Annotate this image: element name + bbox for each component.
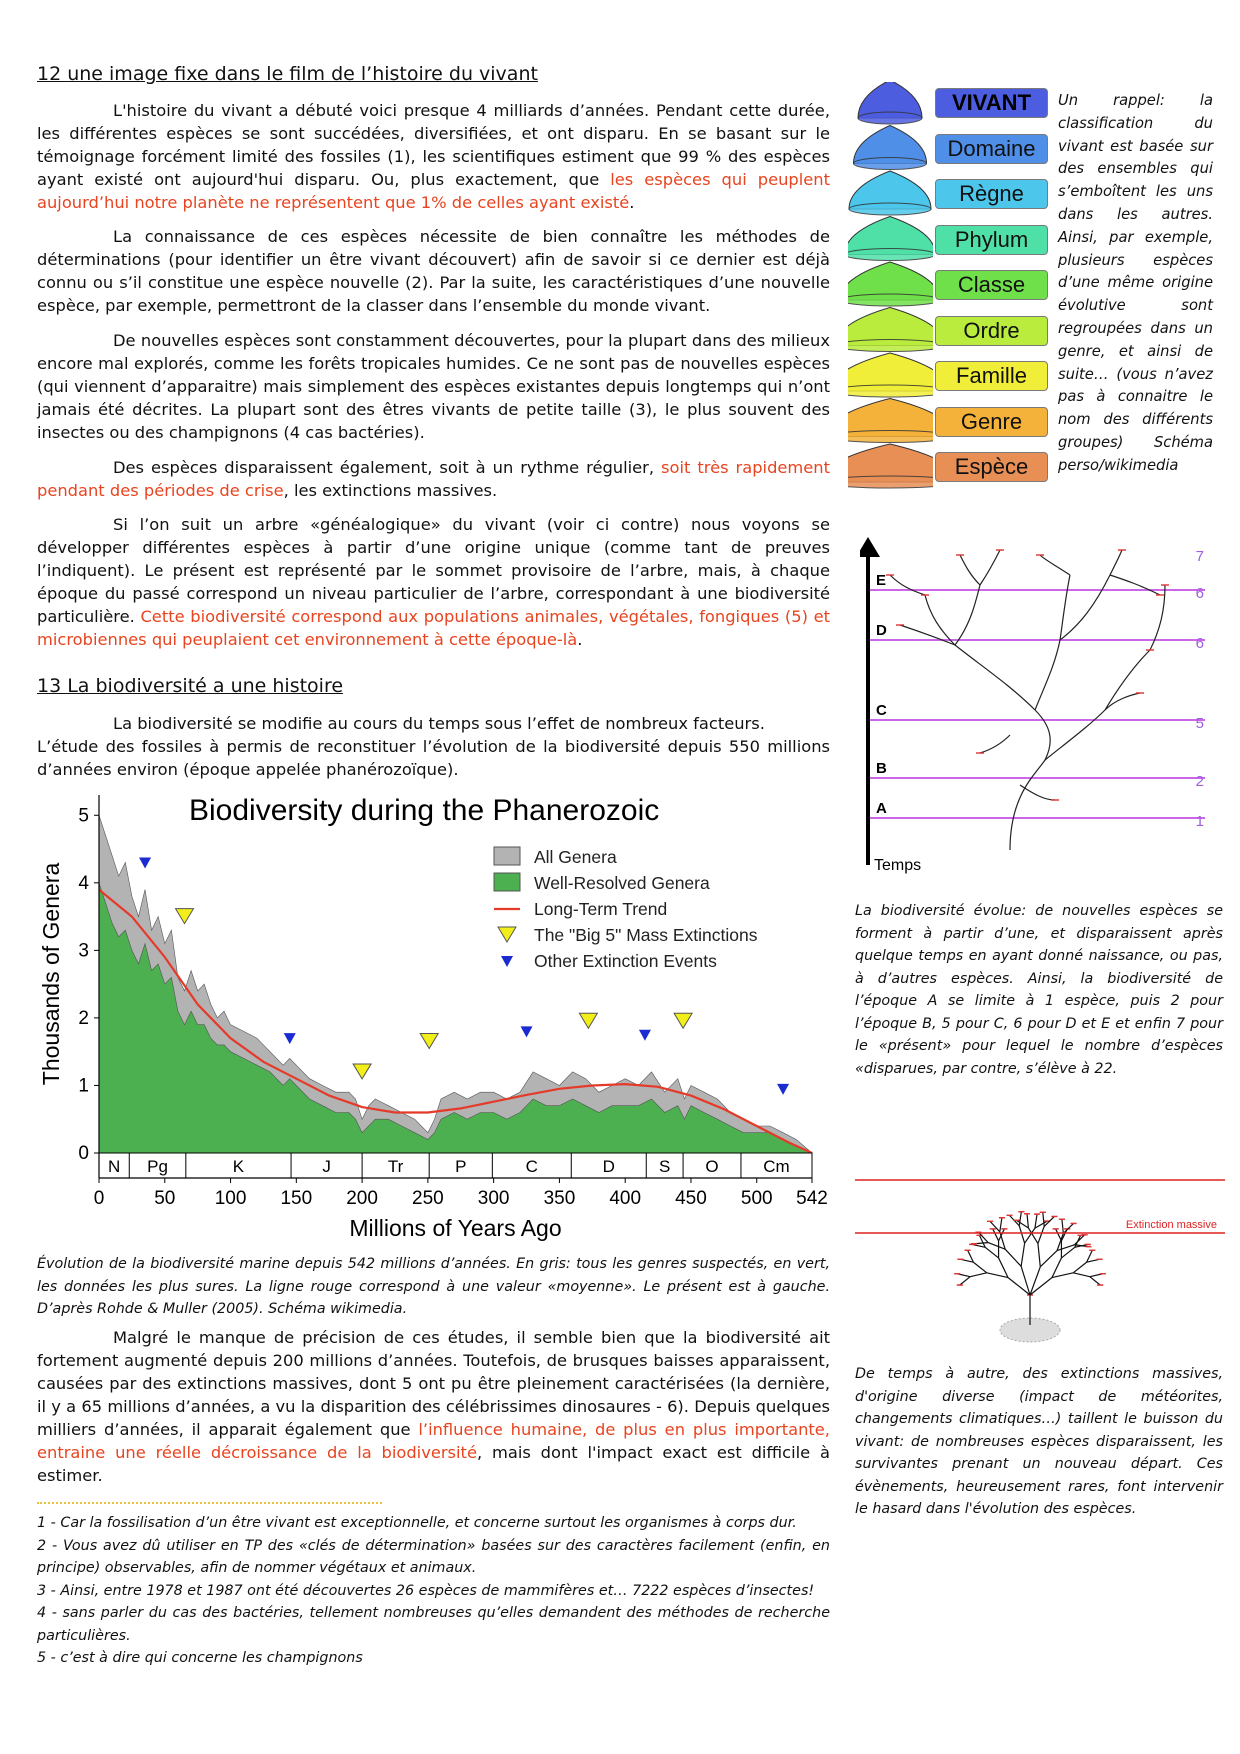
paragraph-text: L’étude des fossiles à permis de reconstituer l’évolution de la biodiversité depuis 550 millions d’années environ (époque appelée phanérozoïque). [37, 737, 830, 779]
bush-branch [1043, 1212, 1044, 1226]
bush-branch [993, 1229, 999, 1241]
classification-level-rim [848, 431, 933, 443]
classification-level-rim [858, 112, 922, 124]
tree-branch [1105, 650, 1150, 710]
x-tick-label: 100 [214, 1188, 247, 1209]
big5-extinction-marker [674, 1013, 692, 1028]
bush-branch [990, 1221, 1000, 1231]
classification-label-domaine: Domaine [935, 134, 1048, 164]
classification-level-rim [854, 158, 927, 170]
tree-branch [1035, 575, 1070, 710]
classification-note: Un rappel: la classification du vivant est basée sur des ensembles qui s’emboîtent les uns dans les autres. Ainsi, par exemple, plusieurs espèces d’une même origine évolutive sont regroupées dans un genre, et ainsi de suite… (vous n’avez pas à connaitre le nom des différents groupes) Schéma perso/wikimedia [1058, 92, 1213, 474]
species-count-label: 2 [1195, 773, 1204, 790]
tree-branch [980, 735, 1010, 753]
era-label: B [876, 760, 887, 777]
classification-label-classe: Classe [935, 270, 1048, 300]
bush-branch [968, 1250, 974, 1262]
big5-extinction-marker [353, 1064, 371, 1079]
x-tick-label: 350 [543, 1188, 576, 1209]
bush-branch [985, 1247, 998, 1258]
paragraph-text: L'histoire du vivant a débuté voici presque 4 milliards d’années. Pendant cette durée, les différentes espèces se sont succédées, diversifiées, et ont disparu. En se basant sur le témoignage forcément limité des fossiles (1), les scientifiques estiment que 99 % des espèces ayant existé ont aujourd'hui disparu. Ou, plus exactement, que [37, 101, 830, 189]
paragraph-text: Si l’on suit un arbre «généalogique» du vivant (voir ci contre) nous voyons se développer différentes espèces à partir d’une origine unique (comme tant de preuves l’indiquent). Le présent est représenté par le sommet provisoire de l’arbre, mais, à chaque époque du passé correspond un niveau particulier de l’arbre, correspondant à une biodiversité particulière. [37, 515, 830, 626]
paragraph-text: . [629, 193, 635, 212]
other-extinction-marker [777, 1084, 789, 1095]
big5-extinction-marker [420, 1034, 438, 1049]
other-extinction-marker [639, 1030, 651, 1041]
footnote-5: 5 - c’est à dire qui concerne les champignons [37, 1650, 363, 1666]
paragraph-text: La biodiversité se modifie au cours du temps sous l’effet de nombreux facteurs. [113, 714, 765, 733]
period-label: Tr [387, 1157, 404, 1176]
bush-branch [988, 1243, 1005, 1250]
y-tick-label: 1 [78, 1075, 89, 1097]
bush-branch [1019, 1226, 1024, 1243]
tree-branch [955, 585, 980, 645]
classification-label-vivant: VIVANT [935, 88, 1048, 118]
x-tick-label: 300 [477, 1188, 510, 1209]
era-label: E [876, 572, 887, 589]
highlighted-text: Cette biodiversité correspond aux populations animales, végétales, fongiques (5) et microbiennes qui peuplaient cet environnement à cette époque-là [37, 607, 830, 649]
x-tick-label: 250 [412, 1188, 444, 1209]
x-tick-label: 50 [154, 1188, 176, 1209]
chart-caption: Évolution de la biodiversité marine depuis 542 millions d’années. En gris: tous les genres suspectés, en vert, les données les plus sures. La ligne rouge correspond à une valeur «moyenne». Le présent est à gauche. D’après Rohde & Muller (2005). Schéma wikimedia. [37, 1256, 830, 1317]
section-13-paragraph-2 [37, 1326, 830, 1487]
bush-branch [1057, 1233, 1063, 1250]
species-count-label: 6 [1195, 635, 1204, 652]
x-axis-label: Millions of Years Ago [349, 1215, 562, 1241]
section-12-paragraph-4 [37, 456, 830, 502]
legend-label: The "Big 5" Mass Extinctions [534, 925, 758, 945]
footnote-3: 3 - Ainsi, entre 1978 et 1987 ont été découvertes 26 espèces de mammifères et… 7222 espèces d’insectes! [37, 1582, 815, 1599]
biodiversity-chart [37, 780, 830, 1250]
highlighted-text: soit très rapidement pendant des périodes de crise [37, 458, 830, 500]
big5-extinction-marker [579, 1013, 597, 1028]
bush-branch [1073, 1273, 1090, 1277]
bush-branch [1000, 1232, 1005, 1249]
tree-branch [960, 555, 980, 585]
bush-branch [1021, 1266, 1030, 1295]
section-12-paragraph-1 [37, 99, 830, 214]
bush-branch [999, 1258, 1008, 1278]
bush-branch [1073, 1262, 1086, 1273]
highlighted-text: les espèces qui peuplent aujourd’hui notre planète ne représentent que 1% de celles ayant existé [37, 170, 830, 212]
bush-branch [1027, 1214, 1028, 1228]
bush-branch [1021, 1243, 1024, 1266]
x-tick-label: 0 [93, 1188, 105, 1209]
era-label: A [876, 800, 887, 817]
period-label: C [525, 1157, 538, 1176]
tree-branch [980, 550, 1000, 585]
footnote-2: 2 - Vous avez dû utiliser en TP des «clés de détermination» basées sur des caractères facilement (enfin, en principe) observables, afin de nommer végétaux et animaux. [37, 1537, 830, 1576]
era-label: D [876, 622, 887, 639]
extinction-label: Extinction massive [1125, 1219, 1217, 1231]
other-extinction-marker [284, 1033, 296, 1044]
period-label: N [107, 1157, 121, 1176]
legend-label: Well-Resolved Genera [534, 873, 710, 893]
phylogenetic-tree-diagram [860, 535, 1220, 885]
bush-branch [1035, 1214, 1037, 1228]
x-tick-label: 542 [796, 1188, 828, 1209]
bush-branch [1040, 1251, 1057, 1267]
legend-label: All Genera [534, 847, 617, 867]
paragraph-text: , les extinctions massives. [283, 481, 498, 500]
bush-branch [1000, 1218, 1002, 1232]
bush-branch [1056, 1229, 1062, 1241]
highlighted-text: l’influence humaine, de plus en plus importante, entraine une réelle décroissance de la biodiversité [37, 1420, 830, 1462]
period-label: K [232, 1157, 245, 1176]
tree-branch [1045, 710, 1105, 760]
paragraph-text: De nouvelles espèces sont constamment découvertes, pour la plupart dans des milieux encore mal explorés, comme les forêts tropicales humides. Ce ne sont pas de nouvelles espèces (qui viennent d’apparaitre) mais simplement des espèces existantes depuis longtemps qui n’ont jamais été décrites. La plupart sont des êtres vivants de petite taille (3), le plus souvent des insectes ou des champignons (4 cas bactéries). [37, 331, 830, 442]
legend-swatch-big5 [498, 927, 516, 942]
legend-label: Long-Term Trend [534, 899, 668, 919]
bush-branch [1038, 1244, 1040, 1267]
classification-level-rim [848, 385, 933, 397]
classification-label-famille: Famille [935, 361, 1048, 391]
big5-extinction-marker [176, 909, 194, 924]
period-label: Cm [763, 1157, 790, 1176]
period-label: D [602, 1157, 615, 1176]
x-tick-label: 150 [280, 1188, 313, 1209]
classification-level-rim [848, 340, 933, 352]
species-count-label: 6 [1195, 585, 1204, 602]
tree-branch [1010, 710, 1050, 850]
section-12-paragraph-3 [37, 329, 830, 444]
y-tick-label: 0 [78, 1143, 89, 1164]
chart-title: Biodiversity during the Phanerozoic [189, 794, 660, 827]
tree-branch [925, 595, 1035, 710]
y-tick-label: 4 [78, 872, 89, 894]
legend-swatch-resolved [494, 873, 520, 891]
y-axis-label: Thousands of Genera [38, 862, 64, 1086]
y-tick-label: 2 [78, 1007, 89, 1029]
section-12-paragraph-5 [37, 513, 830, 651]
section-13-paragraph-1 [37, 712, 830, 781]
x-tick-label: 450 [675, 1188, 707, 1209]
x-tick-label: 200 [346, 1188, 378, 1209]
classification-label-espèce: Espèce [935, 452, 1048, 482]
tree-branch [1060, 550, 1122, 640]
legend-swatch-all [494, 847, 520, 865]
bush-branch [1062, 1219, 1063, 1233]
paragraph-text: Malgré le manque de précision de ces études, il semble bien que la biodiversité ait fortement augmenté depuis 200 millions d’années. Toutefois, de brusques baisses apparaissent, causées par des extinctions massives, dont 5 ont pu être pleinement caractérisées (la dernière, il y a 65 millions d’années, a vu la disparition des célébrissimes dinosaures - 6). Depuis quelques milliers d’années, il apparait également que [37, 1328, 830, 1439]
bush-branch [960, 1277, 970, 1285]
classification-label-règne: Règne [935, 179, 1048, 209]
time-arrow-head [860, 537, 880, 557]
classification-label-genre: Genre [935, 407, 1048, 437]
period-label: O [705, 1157, 719, 1176]
bush-branch [1005, 1249, 1021, 1266]
classification-label-ordre: Ordre [935, 316, 1048, 346]
x-tick-label: 400 [609, 1188, 642, 1209]
period-label: S [658, 1157, 671, 1176]
footnote-4: 4 - sans parler du cas des bactéries, tellement nombreuses qu’elles demandent des méthodes de recherche particulières. [37, 1605, 830, 1644]
bush-branch [1087, 1250, 1093, 1262]
footnote-1: 1 - Car la fossilisation d’un être vivant est exceptionnelle, et concerne surtout les organismes à corps dur. [37, 1515, 797, 1531]
legend-label: Other Extinction Events [534, 951, 717, 971]
classification-nested-diagram [848, 82, 933, 502]
species-count-label: 5 [1195, 715, 1204, 732]
bush-branch [973, 1262, 986, 1273]
x-tick-label: 500 [740, 1188, 773, 1209]
time-axis-label: Temps [874, 857, 922, 874]
y-tick-label: 3 [78, 940, 89, 962]
classification-level-rim [848, 249, 933, 261]
y-tick-label: 5 [78, 805, 89, 827]
paragraph-text: , mais dont l'impact exact est difficile à estimer. [37, 1443, 830, 1485]
era-label: C [876, 702, 887, 719]
tree-branch [1040, 555, 1070, 575]
extinction-bush-diagram [855, 1130, 1225, 1350]
present-species-count-label: 7 [1195, 548, 1204, 565]
section-13-title: 13 La biodiversité a une histoire [37, 675, 344, 697]
paragraph-text: . [577, 630, 583, 649]
footnotes [37, 1512, 830, 1670]
section-12-title: 12 une image fixe dans le film de l’histoire du vivant [37, 63, 538, 85]
bush-caption: De temps à autre, des extinctions massives, d'origine diverse (impact de météorites, changements climatiques…) taillent le buisson du vivant: de nombreuses espèces disparaissent, les survivantes prenant un nouveau départ. Ces évènements, heureusement rares, font intervenir le hasard dans l'évolution des espèces. [855, 1366, 1223, 1517]
bush-branch [1090, 1277, 1100, 1285]
tree-caption: La biodiversité évolue: de nouvelles espèces se forment à partir d’une, et disparaissent après quelque temps en ayant donné naissance, ou pas, à d’autres espèces. Ainsi, la biodiversité de l’époque A se limite à 1 espèce, puis 2 pour l’époque B, 5 pour C, 6 pour D et E et enfin 7 pour le «présent» pour lequel le nombre d’espèces «disparues, par contre, s’élève à 22. [855, 903, 1223, 1077]
tree-branch [900, 625, 955, 645]
period-label: P [455, 1157, 467, 1176]
classification-level-rim [849, 203, 931, 215]
bush-branch [1052, 1258, 1061, 1278]
classification-level-rim [848, 476, 933, 488]
section-12-paragraph-2 [37, 225, 830, 317]
period-label: Pg [147, 1157, 168, 1176]
other-extinction-marker [139, 858, 151, 869]
period-label: J [322, 1157, 331, 1176]
legend-swatch-other [501, 956, 513, 967]
other-extinction-marker [521, 1026, 533, 1037]
tree-branch [890, 575, 925, 595]
classification-label-phylum: Phylum [935, 225, 1048, 255]
tree-branch [1110, 575, 1160, 595]
classification-level-rim [848, 294, 933, 306]
bush-branch [1052, 1273, 1073, 1278]
species-count-label: 1 [1195, 813, 1204, 830]
paragraph-text: La connaissance de ces espèces nécessite de bien connaître les méthodes de déterminations (pour identifier un être vivant découvert) afin de savoir si ce dernier est déjà connu ou s’il constitue une espèce nouvelle (2). Par la suite, les caractéristiques d’une nouvelle espèce, par exemple, permettront de la classer dans l’ensemble du monde vivant. [37, 227, 830, 315]
footnote-divider [37, 1502, 382, 1504]
bush-branch [1038, 1226, 1044, 1243]
paragraph-text: Des espèces disparaissent également, soit à un rythme régulier, [113, 458, 662, 477]
bush-branch [987, 1273, 1008, 1278]
bush-branch [970, 1273, 987, 1277]
